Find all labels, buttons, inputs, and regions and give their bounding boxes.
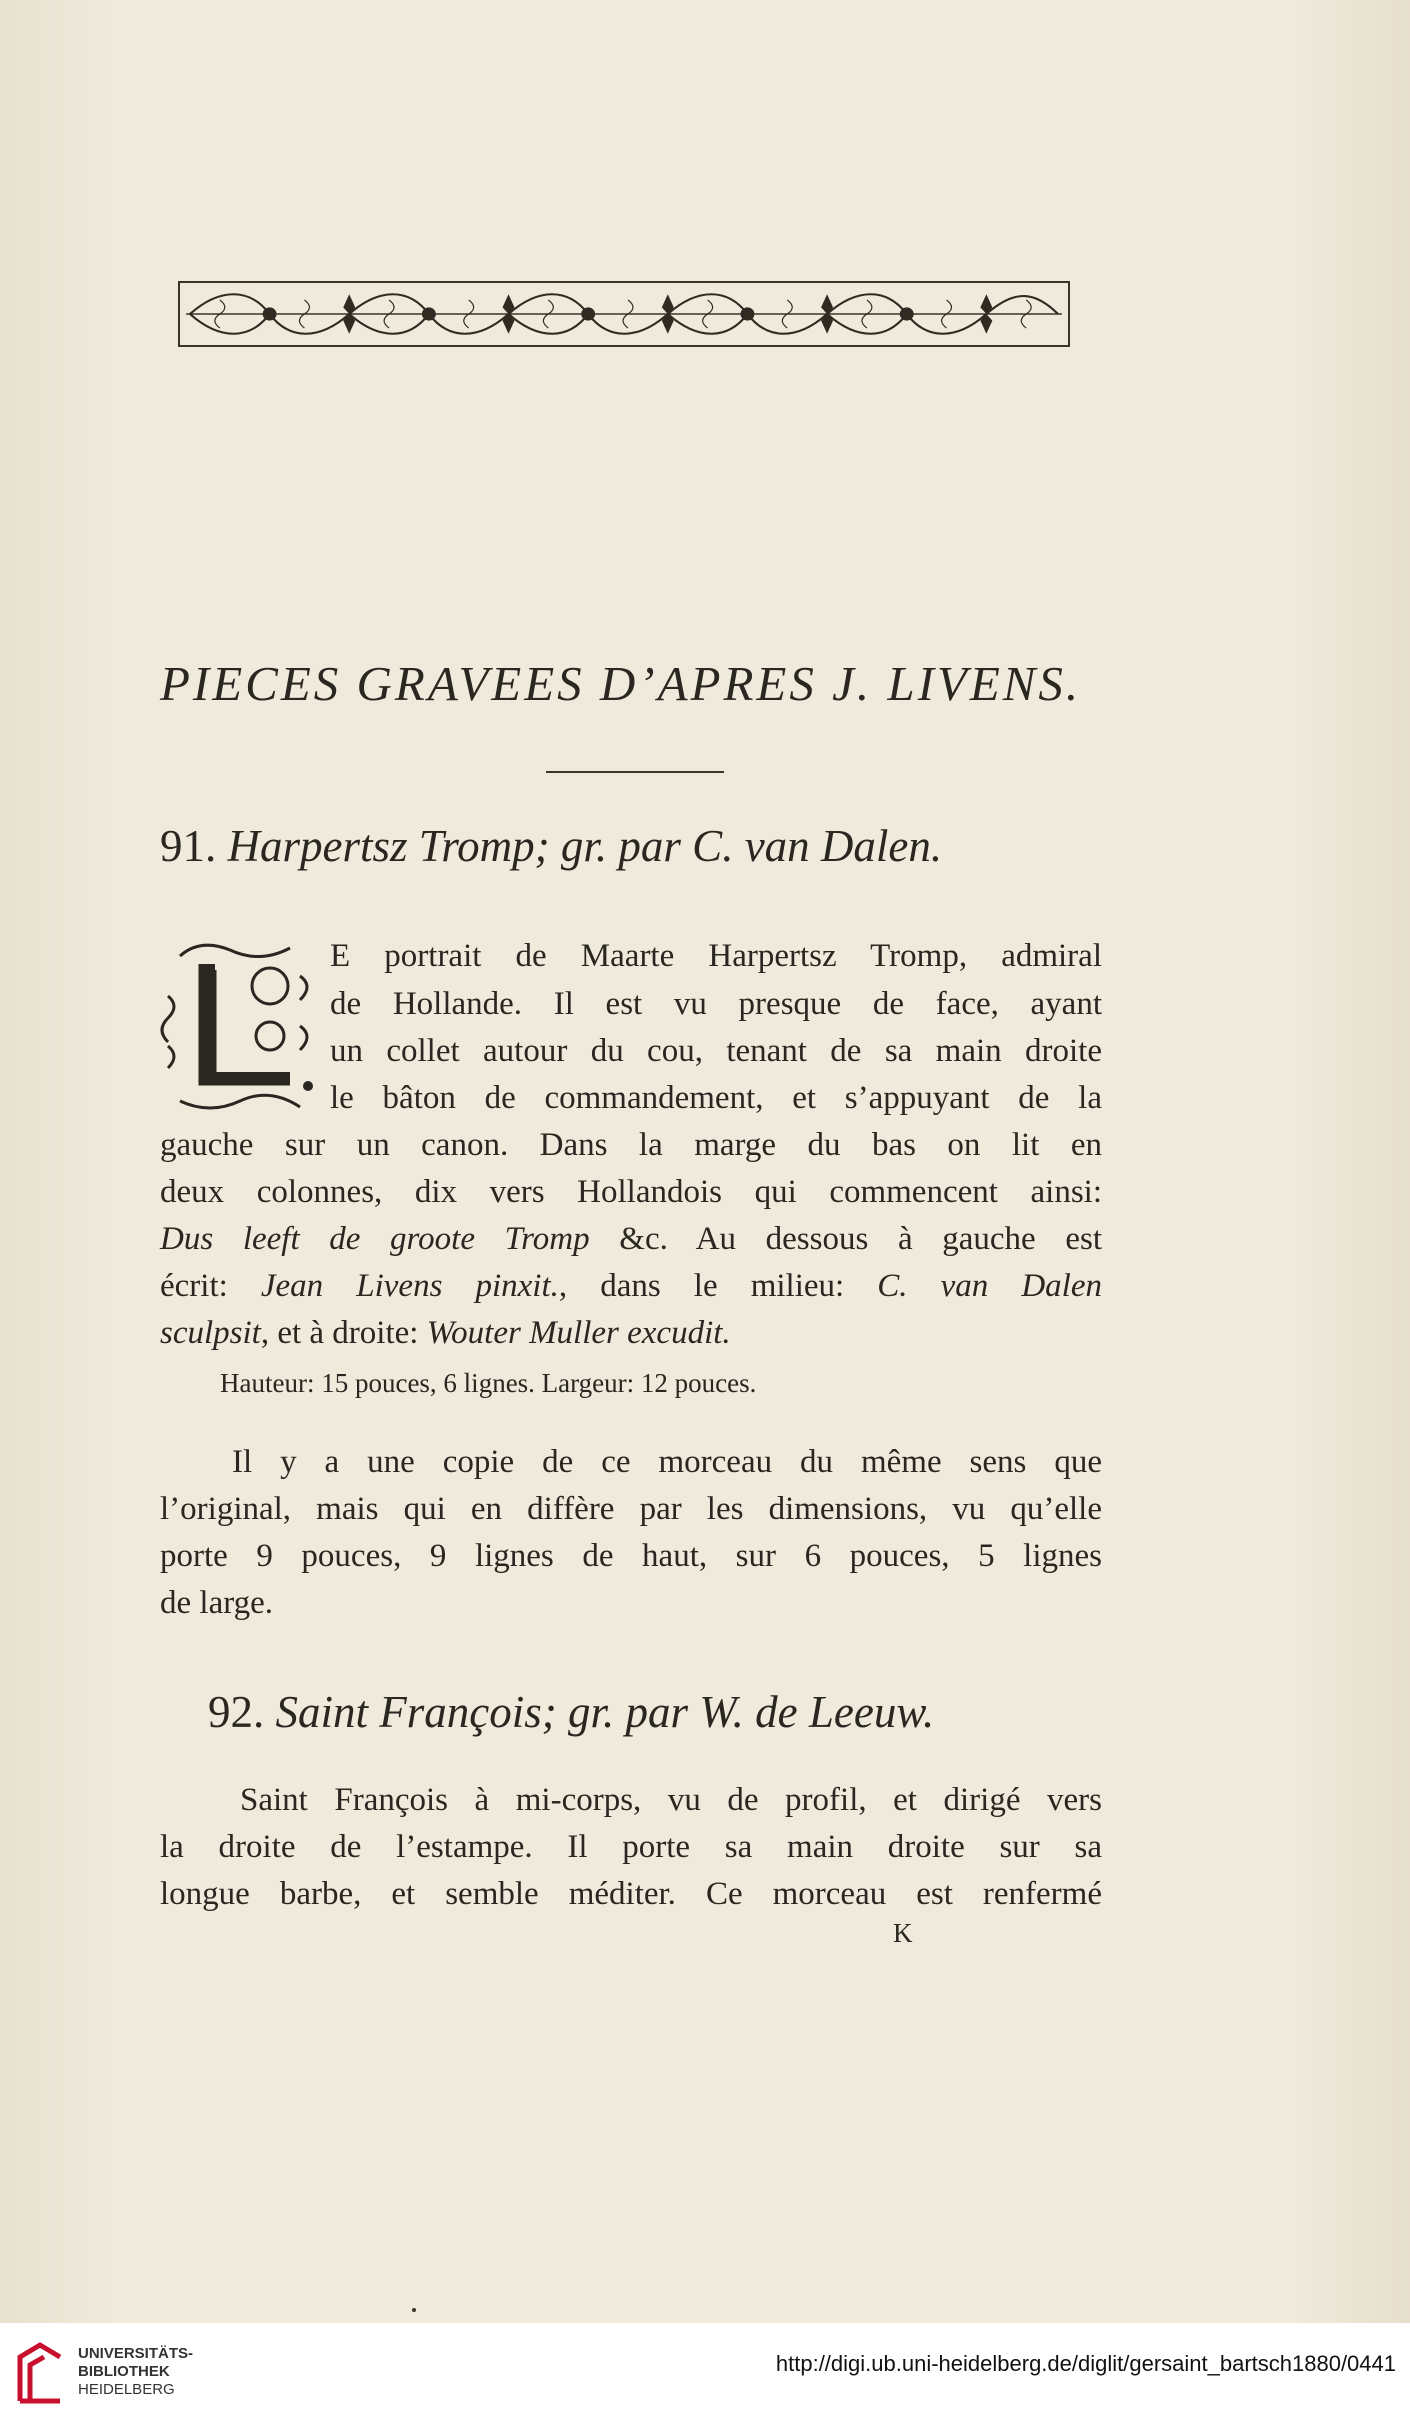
- logo-line-3: HEIDELBERG: [78, 2381, 175, 2398]
- copy-line-1: Il y a une copie de ce morceau du même sens que: [232, 1444, 1102, 1480]
- line-8-a: écrit:: [160, 1268, 261, 1304]
- entry-91-title: Harpertsz Tromp; gr. par C. van Dalen.: [227, 821, 943, 871]
- line-7-roman: &c. Au dessous à gauche est: [589, 1221, 1102, 1257]
- source-url-link[interactable]: http://digi.ub.uni-heidelberg.de/diglit/gersaint_bartsch1880/0441: [775, 2351, 1396, 2376]
- entry-92-line-1: Saint François à mi-corps, vu de profil, et dirigé vers: [240, 1782, 1102, 1818]
- entry-92-line-3: longue barbe, et semble méditer. Ce morceau est renfermé: [160, 1876, 1102, 1912]
- dropcap-l-icon: [160, 936, 320, 1116]
- entry-91-line-6: deux colonnes, dix vers Hollandois qui commencent ainsi:: [160, 1174, 1102, 1210]
- entry-91-line-4: le bâton de commandement, et s’appuyant de la: [330, 1080, 1102, 1116]
- entry-92-title: Saint François; gr. par W. de Leeuw.: [275, 1687, 935, 1737]
- entry-91-heading: [160, 820, 942, 872]
- entry-91-line-5: gauche sur un canon. Dans la marge du bas on lit en: [160, 1127, 1102, 1163]
- line-9-c: Wouter Muller excudit.: [426, 1315, 731, 1351]
- entry-92-heading: [208, 1686, 934, 1738]
- entry-91-line-1: E portrait de Maarte Harpertsz Tromp, admiral: [330, 938, 1102, 974]
- library-logo-text[interactable]: [78, 2345, 193, 2399]
- entry-91-line-7: [160, 1223, 1102, 1256]
- library-logo-icon[interactable]: [14, 2339, 66, 2409]
- line-7-italic: Dus leeft de groote Tromp: [160, 1221, 590, 1257]
- copy-line-2: l’original, mais qui en diffère par les dimensions, vu qu’elle: [160, 1491, 1102, 1527]
- copy-line-4: de large.: [160, 1585, 274, 1621]
- entry-91-number: 91.: [160, 821, 217, 871]
- entry-91-line-3: un collet autour du cou, tenant de sa main droite: [330, 1033, 1102, 1069]
- entry-91-line-8: [160, 1270, 1102, 1303]
- section-title: PIECES GRAVEES D’APRES J. LIVENS.: [160, 656, 1082, 711]
- line-9-b: , et à droite:: [260, 1315, 427, 1351]
- line-8-c: , dans le milieu:: [558, 1268, 878, 1304]
- entry-91-line-9: [160, 1317, 731, 1350]
- ornament-icon: [180, 283, 1068, 345]
- line-8-b: Jean Livens pinxit.: [260, 1268, 559, 1304]
- signature-mark: K: [893, 1918, 913, 1948]
- ornamental-header-band: [178, 281, 1070, 347]
- entry-91-dimensions: Hauteur: 15 pouces, 6 lignes. Largeur: 12 pouces.: [220, 1368, 757, 1398]
- logo-line-2: BIBLIOTHEK: [78, 2363, 170, 2380]
- line-9-a: sculpsit: [160, 1315, 261, 1351]
- entry-91-line-2: de Hollande. Il est vu presque de face, ayant: [330, 986, 1102, 1022]
- copy-line-3: porte 9 pouces, 9 lignes de haut, sur 6 pouces, 5 lignes: [160, 1538, 1102, 1574]
- title-rule: [546, 771, 724, 773]
- footer-bar: [0, 2323, 1410, 2423]
- entry-92-line-2: la droite de l’estampe. Il porte sa main droite sur sa: [160, 1829, 1102, 1865]
- entry-92-number: 92.: [208, 1687, 265, 1737]
- logo-line-1: UNIVERSITÄTS-: [78, 2345, 194, 2362]
- line-8-d: C. van Dalen: [877, 1268, 1102, 1304]
- paper-speck: [412, 2308, 416, 2312]
